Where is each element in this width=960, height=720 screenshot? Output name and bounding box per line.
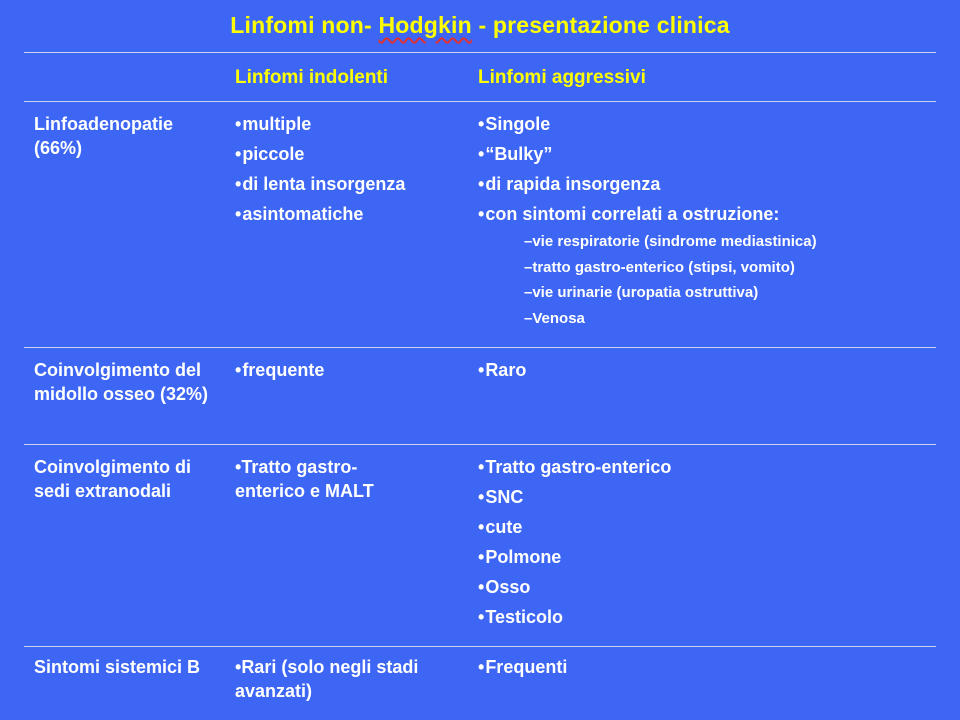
list-item: •Osso: [478, 577, 531, 597]
bullet-icon: •: [478, 657, 485, 677]
row1-aggressive-list: [478, 355, 938, 385]
list-item: •SNC: [478, 487, 524, 507]
list-item: •Singole: [478, 114, 551, 134]
list-item: •di lenta insorgenza: [235, 174, 406, 194]
row0-aggressive-sublist: [478, 229, 938, 331]
list-item: •Frequenti: [478, 657, 568, 677]
bullet-icon: •: [235, 360, 242, 380]
divider-row0: [24, 347, 936, 348]
bullet-icon: •: [478, 547, 485, 567]
divider-header: [24, 101, 936, 102]
divider-top: [24, 52, 936, 53]
row-label-sintomi: Sintomi sistemici B: [34, 657, 201, 677]
list-item: •cute: [478, 517, 523, 537]
row0-indolent-list: [235, 109, 470, 229]
list-item: •con sintomi correlati a ostruzione:: [478, 204, 780, 224]
divider-row2: [24, 646, 936, 647]
row-label-extranodali: Coinvolgimento di sedi extranodali: [34, 457, 191, 501]
dash-icon: –: [524, 233, 533, 250]
list-item: •Tratto gastro-enterico: [478, 457, 672, 477]
row2-indolent-item: •Tratto gastro-enterico e MALT: [235, 457, 374, 501]
bullet-icon: •: [478, 487, 485, 507]
list-item: •di rapida insorgenza: [478, 174, 661, 194]
bullet-icon: •: [478, 360, 485, 380]
title-part3: - presentazione clinica: [471, 12, 730, 38]
sub-list-item: –tratto gastro-enterico (stipsi, vomito): [524, 258, 795, 276]
row3-aggressive-list: [478, 652, 938, 682]
bullet-icon: •: [478, 577, 485, 597]
title-part1: Linfomi non-: [230, 12, 379, 38]
list-item: •Polmone: [478, 547, 562, 567]
list-item: •multiple: [235, 114, 312, 134]
bullet-icon: •: [235, 114, 242, 134]
bullet-icon: •: [235, 457, 242, 477]
list-item: •asintomatiche: [235, 204, 364, 224]
bullet-icon: •: [235, 204, 242, 224]
bullet-icon: •: [478, 607, 485, 627]
row-label-linfoadenopatie: Linfoadenopatie (66%): [34, 114, 173, 158]
column-header-aggressive: Linfomi aggressivi: [478, 67, 646, 88]
slide-title: [0, 12, 960, 39]
row2-aggressive-list: [478, 452, 938, 632]
sub-list-item: –Venosa: [524, 309, 585, 327]
list-item: •frequente: [235, 360, 325, 380]
bullet-icon: •: [235, 657, 242, 677]
divider-row1: [24, 444, 936, 445]
sub-list-item: –vie respiratorie (sindrome mediastinica): [524, 233, 817, 250]
bullet-icon: •: [235, 174, 242, 194]
list-item: •“Bulky”: [478, 144, 553, 164]
bullet-icon: •: [478, 144, 485, 164]
list-item: •Raro: [478, 360, 527, 380]
dash-icon: –: [524, 284, 533, 301]
bullet-icon: •: [235, 144, 242, 164]
list-item: •piccole: [235, 144, 305, 164]
bullet-icon: •: [478, 204, 485, 224]
row3-indolent-item: •Rari (solo negli stadi avanzati): [235, 657, 419, 701]
bullet-icon: •: [478, 457, 485, 477]
row0-aggressive-list: [478, 109, 938, 229]
bullet-icon: •: [478, 174, 485, 194]
row-label-midollo: Coinvolgimento del midollo osseo (32%): [34, 360, 209, 404]
bullet-icon: •: [478, 517, 485, 537]
sub-list-item: –vie urinarie (uropatia ostruttiva): [524, 284, 759, 301]
dash-icon: –: [524, 309, 533, 327]
list-item: •Testicolo: [478, 607, 563, 627]
dash-icon: –: [524, 258, 533, 276]
bullet-icon: •: [478, 114, 485, 134]
row1-indolent-list: [235, 355, 470, 385]
title-hodgkin: Hodgkin: [378, 12, 472, 38]
column-header-indolent: Linfomi indolenti: [235, 67, 389, 88]
